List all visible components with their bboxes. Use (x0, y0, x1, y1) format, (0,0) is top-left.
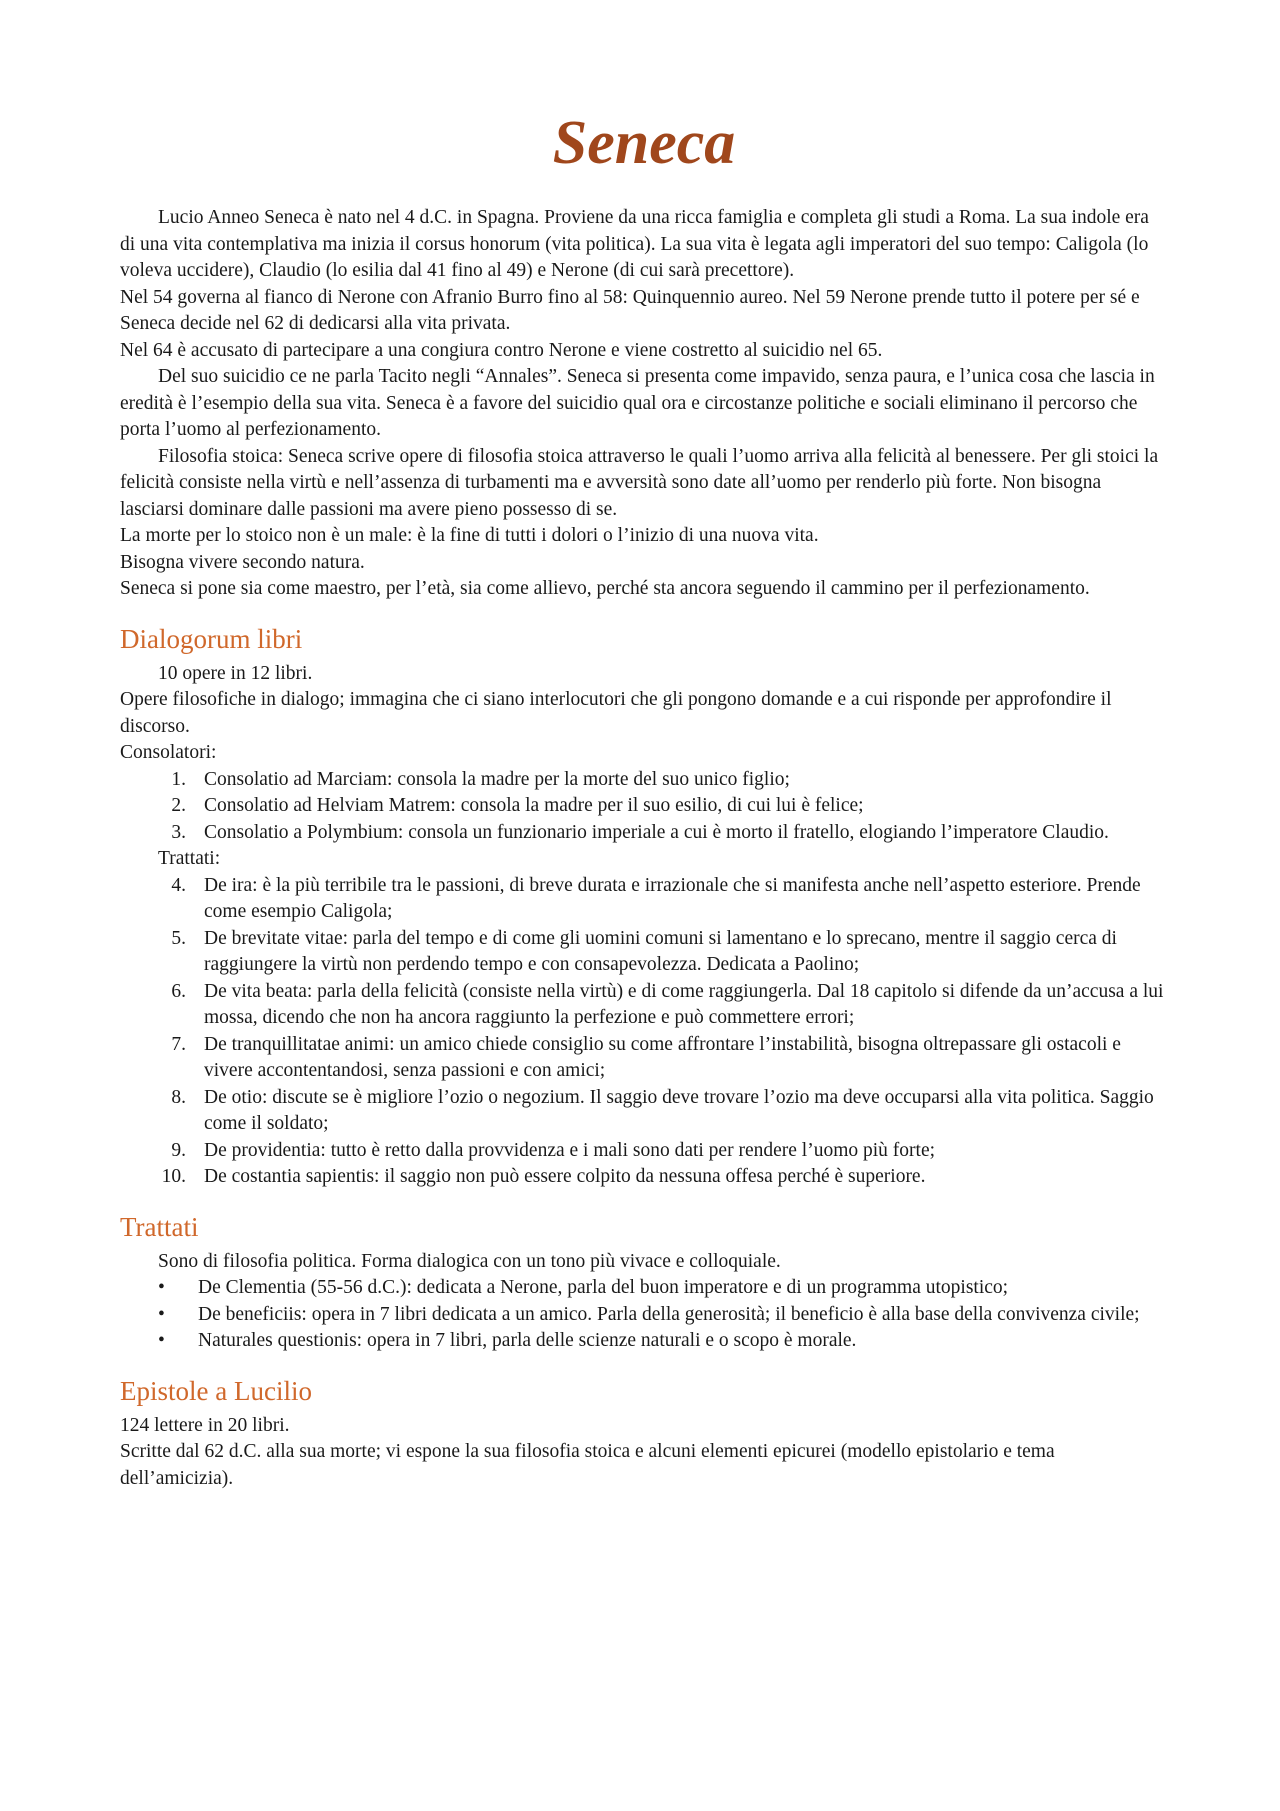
intro-paragraph: La morte per lo stoico non è un male: è la fine di tutti i dolori o l’inizio di una nuova vita. (120, 525, 819, 546)
list-item (120, 820, 1168, 847)
list-item (120, 1275, 1168, 1302)
epistole-description: Scritte dal 62 d.C. alla sua morte; vi espone la sua filosofia stoica e alcuni elementi epicurei (modello epistolario e tema dell’amicizia). (120, 1441, 1055, 1489)
dialogorum-description: Opere filosofiche in dialogo; immagina che ci siano interlocutori che gli pongono domande e a cui risponde per approfondire il discorso. (120, 689, 1112, 737)
list-number: 8. (171, 1086, 186, 1108)
list-item-text: De tranquillitatae animi: un amico chiede consiglio su come affrontare l’instabilità, bisogna oltrepassare gli ostacoli e vivere accontentandosi, senza passioni e con amici; (204, 1033, 1121, 1081)
list-number: 7. (171, 1033, 186, 1055)
list-item-text: De beneficiis: opera in 7 libri dedicata a un amico. Parla della generosità; il beneficio è alla base della convivenza civile; (198, 1303, 1140, 1325)
list-item-text: Naturales questionis: opera in 7 libri, parla delle scienze naturali e o scopo è morale. (198, 1330, 857, 1351)
section-heading-trattati: Trattati (120, 1211, 199, 1242)
intro-paragraph: Seneca si pone sia come maestro, per l’età, sia come allievo, perché sta ancora seguendo il cammino per il perfezionamento. (120, 578, 1090, 599)
section-heading-epistole: Epistole a Lucilio (120, 1375, 312, 1406)
list-item-text: De otio: discute se è migliore l’ozio o negozium. Il saggio deve trovare l’ozio ma deve occuparsi alla vita politica. Saggio come il soldato; (204, 1086, 1154, 1134)
list-number: 3. (171, 821, 186, 843)
page-title: Seneca (552, 109, 736, 177)
intro-paragraph: Bisogna vivere secondo natura. (120, 551, 365, 573)
bullet-icon: • (158, 1330, 165, 1351)
list-number: 2. (171, 795, 186, 816)
list-item-text: De brevitate vitae: parla del tempo e di come gli uomini comuni si lamentano e lo sprecano, mentre il saggio cerca di raggiungere la virtù non perdendo tempo e con consapevolezza. Dedicata a Paolino; (204, 927, 1117, 975)
list-number: 5. (171, 927, 186, 949)
intro-paragraph: Nel 64 è accusato di partecipare a una congiura contro Nerone e viene costretto al suicidio nel 65. (120, 339, 883, 361)
list-number: 1. (171, 768, 186, 790)
list-item-text: De providentia: tutto è retto dalla provvidenza e i mali sono dati per rendere l’uomo più forte; (204, 1139, 936, 1161)
consolatori-label: Consolatori: (120, 742, 217, 763)
list-item (120, 1032, 1168, 1085)
list-item (120, 793, 1168, 820)
trattati-bullet-list (120, 1275, 1168, 1355)
list-item (120, 1085, 1168, 1138)
dialogorum-count: 10 opere in 12 libri. (158, 662, 313, 684)
list-item (120, 979, 1168, 1032)
list-item-text: Consolatio ad Marciam: consola la madre per la morte del suo unico figlio; (204, 768, 790, 790)
intro-paragraph: Filosofia stoica: Seneca scrive opere di filosofia stoica attraverso le quali l’uomo arriva alla felicità al benessere. Per gli stoici la felicità consiste nella virtù e nell’assenza di turbamenti ma e avversità sono date all’uomo per renderlo più forte. Non bisogna lasciarsi dominare dalle passioni ma avere pieno possesso di se. (120, 445, 1159, 520)
list-number: 4. (171, 874, 186, 896)
list-number: 10. (161, 1166, 186, 1187)
epistole-count: 124 lettere in 20 libri. (120, 1414, 290, 1436)
list-item-text: De costantia sapientis: il saggio non può essere colpito da nessuna offesa perché è superiore. (204, 1166, 926, 1187)
trattati-list (120, 873, 1168, 1191)
bullet-icon: • (158, 1277, 165, 1298)
list-item (120, 1302, 1168, 1329)
list-number: 6. (171, 980, 186, 1002)
list-item-text: De ira: è la più terribile tra le passioni, di breve durata e irrazionale che si manifesta anche nell’aspetto esteriore. Prende come esempio Caligola; (204, 874, 1141, 922)
list-item (120, 926, 1168, 979)
consolatori-list (120, 767, 1168, 847)
section-heading-dialogorum: Dialogorum libri (120, 623, 303, 654)
list-item (120, 767, 1168, 794)
list-item (120, 1328, 1168, 1355)
list-number: 9. (171, 1139, 186, 1161)
trattati-label: Trattati: (158, 848, 221, 869)
document-body (120, 205, 1168, 1492)
list-item-text: De vita beata: parla della felicità (consiste nella virtù) e di come raggiungerla. Dal 18 capitolo si difende da un’accusa a lui mossa, dicendo che non ha ancora raggiunto la perfezione e può commettere errori; (204, 980, 1164, 1028)
list-item-text: De Clementia (55-56 d.C.): dedicata a Nerone, parla del buon imperatore e di un programma utopistico; (198, 1277, 1009, 1298)
trattati-intro: Sono di filosofia politica. Forma dialogica con un tono più vivace e colloquiale. (158, 1250, 781, 1272)
bullet-icon: • (158, 1303, 165, 1325)
list-item (120, 1138, 1168, 1165)
intro-paragraph: Del suo suicidio ce ne parla Tacito negli “Annales”. Seneca si presenta come impavido, senza paura, e l’unica cosa che lascia in eredità è l’esempio della sua vita. Seneca è a favore del suicidio qual ora e circostanze politiche e sociali eliminano il percorso che porta l’uomo al perfezionamento. (120, 366, 1155, 440)
list-item (120, 1164, 1168, 1191)
list-item-text: Consolatio ad Helviam Matrem: consola la madre per il suo esilio, di cui lui è felice; (204, 795, 864, 816)
list-item (120, 873, 1168, 926)
list-item-text: Consolatio a Polymbium: consola un funzionario imperiale a cui è morto il fratello, elogiando l’imperatore Claudio. (204, 821, 1109, 843)
intro-paragraph: Lucio Anneo Seneca è nato nel 4 d.C. in Spagna. Proviene da una ricca famiglia e completa gli studi a Roma. La sua indole era di una vita contemplativa ma inizia il corsus honorum (vita politica). La sua vita è legata agli imperatori del suo tempo: Caligola (lo voleva uccidere), Claudio (lo esilia dal 41 fino al 49) e Nerone (di cui sarà precettore). (120, 207, 1149, 281)
intro-paragraph: Nel 54 governa al fianco di Nerone con Afranio Burro fino al 58: Quinquennio aureo. Nel 59 Nerone prende tutto il potere per sé e Seneca decide nel 62 di dedicarsi alla vita privata. (120, 286, 1140, 334)
